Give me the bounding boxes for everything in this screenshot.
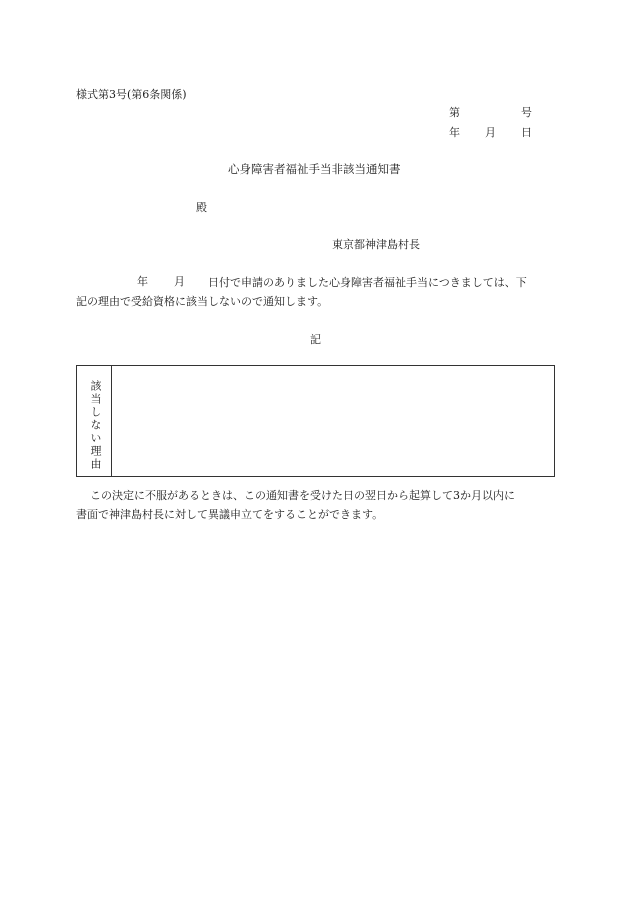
document-number-suffix: 号	[521, 106, 532, 119]
body-line-2: 記の理由で受給資格に該当しないので通知します。	[76, 295, 329, 308]
addressee-honorific: 殿	[196, 201, 207, 214]
body-month-label: 月	[174, 275, 185, 288]
appeal-note-line-2: 書面で神津島村長に対して異議申立てをすることができます。	[76, 508, 384, 521]
date-month-label: 月	[485, 126, 496, 139]
body-year-label: 年	[137, 275, 148, 288]
document-title: 心身障害者福祉手当非該当通知書	[228, 162, 401, 176]
form-number: 様式第3号(第6条関係)	[76, 88, 187, 101]
appeal-note-line-1: この決定に不服があるときは、この通知書を受けた日の翌日から起算して3か月以内に	[90, 489, 515, 502]
body-paragraph	[76, 273, 557, 311]
reason-label-cell	[77, 366, 112, 476]
reason-content-cell	[113, 366, 554, 476]
reason-table	[76, 365, 555, 477]
appeal-note	[76, 486, 557, 524]
document-number-prefix: 第	[449, 106, 460, 119]
sender-name: 東京都神津島村長	[332, 238, 420, 251]
body-line-1: 日付で申請のありました心身障害者福祉手当につきましては、下	[208, 276, 527, 289]
reason-label: 該当しない理由	[89, 380, 102, 471]
date-year-label: 年	[449, 126, 460, 139]
ki-heading: 記	[310, 333, 321, 346]
date-day-label: 日	[521, 126, 532, 139]
